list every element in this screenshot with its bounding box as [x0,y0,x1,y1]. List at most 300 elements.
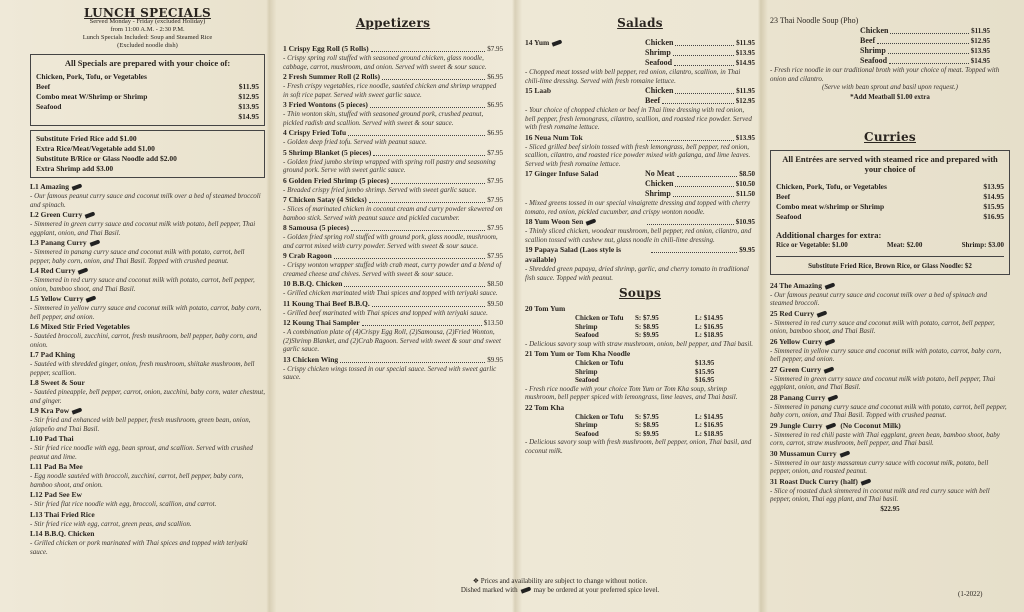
extra-rice: Rice or Vegetable: $1.00 [776,240,848,249]
soup-cell: L: $16.95 [695,421,723,429]
soup-cell: S: $9.95 [635,331,659,339]
soup-cell: S: $9.95 [635,429,659,438]
soup-item [525,304,755,348]
lunch-extra-line: Substitute B/Rice or Glass Noodle add $2.00 [36,154,177,163]
extra-meat: Meat: $2.00 [887,240,923,249]
appetizer-name: 10 B.B.Q. Chicken [283,279,343,288]
soups-title: Soups [618,286,662,300]
appetizer-row [283,279,503,289]
appetizer-price: $6.95 [487,129,503,137]
dot-leader [651,245,737,253]
curry-desc: - Our famous peanut curry sauce and coconut milk over a bed of spinach and steamed broccoli. [770,290,987,307]
salad-desc: - Sliced grilled beef sirloin tossed with fresh lemongrass, bell pepper, red onion, scallion, cilantro, and roasted rice powder mixed with galanga, and lime leaves. Served with fresh romaine lettuce. [525,142,751,168]
salad-top [525,245,755,265]
chili-pepper-icon [72,184,83,191]
curry-price-row [776,192,1004,202]
appetizer-item [283,318,503,354]
soup-row [525,359,755,368]
curry-item [770,281,1010,308]
curry-item [770,449,1010,476]
appetizer-desc: - Crispy spring roll stuffed with seasoned ground chicken, glass noodle, cabbage, carrot, mushroom, and onion. Served with sweet & sour sauce. [283,54,487,71]
appetizer-price: $13.50 [483,319,503,327]
chili-pepper-icon [825,282,836,289]
soup-name: 22 Tom Kha [525,402,565,412]
salad-option-price: $10.95 [735,218,755,226]
soup-row [525,314,755,323]
footer-line2 [390,586,730,595]
pho-name: 23 Thai Noodle Soup (Pho) [770,16,859,25]
lunch-item-desc: - Our famous peanut curry sauce and coconut milk over a bed of steamed broccoli and spinach. [30,192,261,209]
soup-cell: $15.95 [695,367,715,376]
appetizer-row [283,318,503,328]
lunch-item-name: L6 Mixed Stir Fried Vegetables [30,322,130,331]
chili-pepper-icon [520,587,531,594]
soup-cell: S: $8.95 [635,421,659,429]
lunch-protein-name: Combo meat W/Shrimp or Shrimp [36,92,148,101]
appetizer-desc: - Grilled beef marinated with Thai spices and topped with teriyaki sauce. [283,308,488,317]
lunch-choice-box [30,54,265,126]
pho-option-label: Seafood [860,56,888,65]
dot-leader [372,299,485,307]
dot-leader [677,169,738,177]
soup-row [525,430,755,439]
appetizer-price: $9.50 [487,299,503,308]
dot-leader [369,195,485,203]
lunch-item-desc: - Sautéed pineapple, bell pepper, carrot, onion, zucchini, baby corn, water chestnut, and ginger. [30,388,265,405]
curry-item [770,393,1010,420]
salad-top [525,86,755,106]
appetizer-price: $9.95 [487,355,503,364]
appetizer-desc: - Golden deep fried tofu. Served with peanut sauce. [283,138,427,146]
soup-cell: L: $14.95 [695,412,723,421]
salad-item [525,245,755,282]
lunch-hours-line: (Excluded noodle dish) [117,42,178,49]
lunch-item [30,294,265,321]
salad-option-label: Chicken [645,38,674,47]
appetizer-item [283,251,503,278]
curry-item [770,309,1010,336]
price-row [645,86,755,96]
salad-options [645,38,755,68]
price-row [645,189,755,199]
chili-pepper-icon [861,478,872,485]
lunch-item-name: L1 Amazing [30,182,265,192]
salad-options [645,133,755,143]
dot-leader [888,46,969,54]
lunch-item-name: L12 Pad See Ew [30,490,82,499]
soup-cell: Seafood [575,429,599,438]
appetizer-name: 4 Crispy Fried Tofu [283,128,347,137]
appetizer-price: $6.95 [487,101,503,109]
curry-desc: - Slice of roasted duck simmered in coconut milk and red curry sauce with bell pepper, onion, Thai egg plant, and Thai basil. [770,486,990,503]
salad-options [649,245,755,265]
dot-leader [344,279,485,287]
pho-option-price: $11.95 [971,27,990,35]
appetizer-item [283,299,503,318]
lunch-item [30,529,265,556]
lunch-extra-line: Substitute Fried Rice add $1.00 [36,134,137,143]
curries-extra-row [776,240,1004,250]
appetizer-row [283,44,503,54]
lunch-item-name: L9 Kra Pow [30,406,265,416]
price-row [645,58,755,68]
dot-leader [371,44,486,52]
price-row [860,56,990,66]
salad-options [645,217,755,227]
salad-item [525,169,755,216]
salad-item [525,38,755,85]
soup-cell: Seafood [575,331,599,339]
chili-pepper-icon [86,296,97,303]
soup-item [525,403,755,456]
curry-price-value: $15.95 [983,201,1004,211]
appetizer-name: 1 Crispy Egg Roll (5 Rolls) [283,44,369,53]
appetizer-desc: - Crispy wonton wrapper stuffed with crab meat, curry powder and a blend of creamed cheese and chives. Served with sweet & sour sauce. [283,261,502,278]
lunch-protein-name: Chicken, Pork, Tofu, or Vegetables [36,72,147,81]
soup-cell: Shrimp [575,421,598,429]
soup-cell: Shrimp [575,322,598,331]
salad-option-price: $12.95 [735,97,755,105]
dot-leader [889,56,969,64]
lunch-item-desc: - Simmered in green curry sauce and coconut milk with potato, bell pepper, Thai eggplant, onion, and Thai Basil. [30,220,256,237]
pho-option-price: $13.95 [970,47,990,55]
dot-leader [662,96,734,104]
lunch-extra-line: Extra Shrimp add $3.00 [36,164,114,173]
appetizer-price: $6.95 [487,73,503,81]
soup-cell: $13.95 [695,359,715,367]
chili-pepper-icon [839,450,850,457]
salad-name: 14 Yum [525,38,565,68]
lunch-item-desc: - Stir fried rice noodle with egg, bean sprout, and scallion. Served with crushed peanut and lime. [30,444,253,461]
chili-pepper-icon [825,422,836,429]
curry-price-name: Beef [776,191,791,201]
soup-cell [635,376,695,385]
footer [390,577,730,595]
salad-items [525,38,755,282]
appetizer-price: $7.95 [487,196,503,204]
dot-leader [647,217,734,225]
pho-curries-panel [770,0,1010,612]
salads-title: Salads [617,16,663,30]
lunch-protein-price: $14.95 [238,112,259,121]
appetizer-desc: - A combination plate of (4)Crispy Egg Roll, (2)Samousa, (2)Fried Wonton, (2)Shrimp Blanket, and (2)Crab Ragoon. Served with sweet & sour and sweet garlic sauce. [283,328,501,353]
salad-name: 19 Papaya Salad (Laos style is available) [525,245,622,264]
appetizer-item [283,148,503,175]
salad-option-label: Shrimp [645,189,671,198]
soup-name: 21 Tom Yum or Tom Kha Noodle [525,349,631,358]
appetizer-items [283,44,503,382]
curry-price-value: $16.95 [983,211,1004,221]
pho-option-price: $14.95 [970,57,990,65]
pho-option-label: Beef [860,36,876,45]
menu-code: (1-2022) [958,590,983,598]
appetizer-desc: - Crispy chicken wings tossed in our special sauce. Served with sweet garlic sauce. [283,364,497,381]
dot-leader [674,58,734,66]
curry-name: 27 Green Curry [770,365,1010,375]
soup-row [525,421,755,430]
lunch-item-desc: - Sautéed broccoli, zucchini, carrot, fresh mushroom, bell pepper, baby corn, and onion. [30,332,258,349]
lunch-item-name: L8 Sweet & Sour [30,378,85,387]
soup-row [525,331,755,340]
lunch-item-name: L11 Pad Ba Mee [30,462,83,471]
appetizers-title: Appetizers [355,16,431,30]
appetizer-name: 8 Samousa (5 pieces) [283,223,350,232]
salad-option-price: $11.95 [736,39,755,47]
lunch-item-desc: - Simmered in red curry sauce and coconut milk with potato, carrot, bell pepper, onion, bamboo shoot, and Thai Basil. [30,276,255,293]
salad-option-price: $13.95 [735,49,755,57]
chili-pepper-icon [85,212,96,219]
lunch-item [30,406,265,433]
lunch-item-desc: - Stir fried and enhanced with bell pepper, fresh mushroom, green bean, onion, jalapeño and Thai Basil. [30,416,251,433]
salad-options [645,169,755,199]
appetizer-desc: - Golden fried jumbo shrimp wrapped with spring roll pastry and seasoning ground pork. Serve with sweet garlic sauce. [283,157,496,174]
lunch-hours [30,18,265,50]
appetizer-name: 6 Golden Fried Shrimp (5 pieces) [283,175,390,185]
lunch-item [30,322,265,349]
footer-dished: Dished marked with [460,586,518,594]
appetizer-name: 12 Koung Thai Sampler [283,318,360,327]
dot-leader [675,179,733,187]
lunch-item-name: L14 B.B.Q. Chicken [30,529,95,538]
salad-top [525,133,755,143]
appetizer-price: $7.95 [487,176,503,185]
salad-option-label: Chicken [645,179,674,188]
lunch-extra-line: Extra Rice/Meat/Vegetable add $1.00 [36,144,155,153]
curry-price-name: Chicken, Pork, Tofu, or Vegetables [776,181,887,191]
lunch-item-desc: - Simmered in yellow curry sauce and coconut milk with potato, carrot, baby corn, bell pepper, and onion. [30,304,262,321]
pho-desc: - Fresh rice noodle in our traditional broth with your choice of meat. Topped with onion and cilantro. [770,66,1000,83]
chili-pepper-icon [817,310,828,317]
soup-desc: - Delicious savory soup with fresh mushroom, bell pepper, onion, Thai basil, and coconut milk. [525,438,752,455]
appetizer-item [283,355,503,382]
soup-cell: Chicken or Tofu [575,314,624,322]
appetizer-item [283,195,503,222]
dot-leader [373,148,485,156]
appetizer-row [283,299,503,309]
curry-name: 26 Yellow Curry [770,337,1010,347]
curry-desc: - Simmered in our tasty massamun curry sauce with coconut milk, potato, bell pepper, onion, and roasted peanut. [770,458,989,475]
appetizer-name: 7 Chicken Satay (4 Sticks) [283,195,367,204]
lunch-item-desc: - Simmered in panang curry sauce and coconut milk with potato, carrot, bell pepper, baby corn, onion, and Thai Basil. Topped with crushed peanut. [30,248,245,265]
salad-top [525,217,755,227]
appetizer-row [283,100,503,110]
appetizer-item [283,279,503,298]
curry-desc: - Simmered in yellow curry sauce and coconut milk with potato, carrot, baby corn, bell pepper, and onion. [770,346,1002,363]
appetizer-price: $7.95 [487,252,503,260]
lunch-item [30,510,265,529]
curry-item [770,421,1010,448]
appetizer-name: 2 Fresh Summer Roll (2 Rolls) [283,72,381,81]
salad-option-price: $11.95 [736,87,755,95]
curry-price-name: Seafood [776,211,802,221]
soup-cell: L: $16.95 [695,322,723,331]
soup-cell: Shrimp [575,367,598,376]
appetizer-row [283,355,503,365]
soup-desc: - Fresh rice noodle with your choice Tom Yum or Tom Kha soup, shrimp mushroom, bell pepper spiced with lemongrass, lime leaves, and Thai basil. [525,384,738,401]
lunch-protein-price: $11.95 [238,82,259,91]
appetizer-name: 5 Shrimp Blanket (5 pieces) [283,147,372,157]
lunch-protein-row [36,72,259,82]
lunch-item-name: L4 Red Curry [30,266,265,276]
curry-name: 24 The Amazing [770,281,1010,291]
soup-cell: Seafood [575,376,599,384]
salad-name: 15 Laab [525,86,552,95]
appetizer-row [283,195,503,205]
dot-leader [673,189,734,197]
salad-option-price: $11.50 [736,190,755,198]
dot-leader [675,86,734,94]
dot-leader [673,48,734,56]
lunch-item [30,490,265,509]
lunch-protein-price: $12.95 [238,92,259,101]
soup-row [525,376,755,385]
price-row [649,245,755,255]
appetizer-price: $7.95 [487,224,503,232]
lunch-protein-row [36,102,259,112]
lunch-items [30,182,265,556]
curries-note: All Entrées are served with steamed rice and prepared with your choice of [782,153,998,174]
appetizer-item [283,223,503,250]
curry-name: 25 Red Curry [770,309,1010,319]
soup-row [525,413,755,422]
appetizer-name: 3 Fried Wontons (5 pieces) [283,100,368,109]
appetizer-price: $7.95 [487,148,503,157]
soup-row [525,368,755,377]
appetizer-row [283,148,503,158]
soup-cell: L: $18.95 [695,331,723,339]
lunch-item-name: L5 Yellow Curry [30,294,265,304]
dot-leader [370,100,485,108]
lunch-item-name: L3 Panang Curry [30,238,265,248]
salad-option-price: $10.50 [735,180,755,188]
pho-option-label: Chicken [860,26,889,35]
curry-price-value: $13.95 [983,181,1004,191]
appetizer-price: $8.50 [487,280,503,288]
chili-pepper-icon [586,219,597,226]
price-row [645,179,755,189]
appetizer-desc: - Fresh crispy vegetables, rice noodle, sautéed chicken and shrimp wrapped in soft rice paper. Served with sweet garlic sauce. [283,82,497,99]
soup-row [525,323,755,332]
appetizer-desc: - Breaded crispy fried jumbo shrimp. Served with sweet garlic sauce. [283,185,477,194]
appetizer-row [283,223,503,233]
lunch-item [30,378,265,405]
soup-cell: Chicken or Tofu [575,359,624,367]
dot-leader [362,318,482,326]
appetizer-name: 13 Chicken Wing [283,354,339,364]
salad-option-label: Beef [645,96,661,105]
salad-option-label: No Meat [645,169,675,178]
curry-tag: (No Coconut Milk) [838,420,901,430]
chili-pepper-icon [89,240,100,247]
price-row [645,133,755,143]
curries-extra-title: Additional charges for extra: [776,229,882,240]
appetizer-row [283,72,503,82]
lunch-item [30,238,265,265]
curry-desc: - Simmered in red chili paste with Thai eggplant, green bean, bamboo shoot, baby corn, carrot, straw mushroom, bell pepper, and Thai basil. [770,430,1000,447]
curry-items [770,281,1010,514]
curry-desc: - Simmered in green curry sauce and coconut milk with potato, bell pepper, Thai eggplant, onion, and Thai Basil. [770,374,996,391]
curries-subst: Substitute Fried Rice, Brown Rice, or Glass Noodle: $2 [776,256,1004,271]
price-row [645,169,755,179]
chili-pepper-icon [824,366,835,373]
lunch-protein-row [36,92,259,102]
lunch-item-desc: - Grilled chicken or pork marinated with Thai spices and topped with teriyaki sauce. [30,539,248,556]
curry-name: 30 Mussamun Curry [770,449,1010,459]
appetizer-row [283,251,503,261]
appetizer-item [283,44,503,71]
salad-option-price: $9.95 [739,246,755,254]
curries-box [770,150,1010,275]
dot-leader [675,38,734,46]
pho-options [860,26,990,66]
lunch-item [30,434,265,461]
curry-prices [776,182,1004,222]
lunch-item-name: L7 Pad Khing [30,350,76,359]
footer-spice: may be ordered at your preferred spice level. [533,586,660,594]
salad-item [525,133,755,169]
curry-name: 31 Roast Duck Curry (half) [770,477,1010,487]
chili-pepper-icon [828,394,839,401]
lunch-hours-line: from 11:00 A.M. - 2:30 P.M. [110,26,185,33]
curry-name: 29 Jungle Curry (No Coconut Milk) [770,420,901,430]
price-row [645,96,755,106]
soup-items [525,304,755,455]
salad-option-price: $8.50 [739,170,755,178]
lunch-item-desc: - Stir fried flat rice noodle with egg, broccoli, scallion, and carrot. [30,500,217,508]
appetizer-desc: - Thin wonton skin, stuffed with seasoned ground pork, crushed peanut, pickled radish and scallion. Served with sweet & sour sauce. [283,110,484,127]
appetizer-desc: - Golden fried spring roll stuffed with ground pork, glass noodle, mushroom, and carrot mixed with curry powder. Served with sweet & sour sauce. [283,233,498,250]
salad-option-price: $14.95 [735,59,755,67]
dot-leader [890,26,969,34]
salad-desc: - Thinly sliced chicken, woodear mushroom, bell pepper, red onion, cilantro, and scallion tossed with cashew nut, glass noodle in chili-lime dressing. [525,227,752,244]
salad-options [645,86,755,106]
price-row [645,38,755,48]
curry-price: $22.95 [880,504,900,513]
lunch-item [30,210,265,237]
salad-desc: - Chopped meat tossed with bell pepper, red onion, cilantro, scallion, in Thai chili-lime dressing. Served with fresh romaine lettuce. [525,68,741,85]
curry-price-row [776,212,1004,222]
extra-shrimp: Shrimp: $3.00 [961,240,1004,249]
dot-leader [348,128,485,136]
soup-cell: S: $7.95 [635,314,659,322]
lunch-extras [30,130,265,178]
lunch-protein-name: Seafood [36,102,62,111]
curry-name: 28 Panang Curry [770,393,1010,403]
salad-option-price: $13.95 [735,133,755,142]
salad-item [525,86,755,132]
appetizer-name: 11 Koung Thai Beef B.B.Q. [283,298,370,308]
lunch-item-name: L10 Pad Thai [30,434,74,443]
salad-option-label: Shrimp [645,48,671,57]
pho-option-price: $12.95 [970,37,990,45]
curry-item [770,477,1010,514]
lunch-hours-line: Served Monday - Friday (excluded Holiday) [89,18,206,25]
pho-option-label: Shrimp [860,46,886,55]
soup-cell: Chicken or Tofu [575,412,624,421]
salad-option-label: Chicken [645,86,674,95]
price-row [860,36,990,46]
salad-name: 17 Ginger Infuse Salad [525,169,599,178]
lunch-specials-panel [30,0,265,612]
price-row [860,26,990,36]
curry-desc: - Simmered in red curry sauce and coconut milk with potato, carrot, bell pepper, onion, bamboo shoot, and Thai Basil. [770,318,995,335]
soup-cell: L: $14.95 [695,314,723,322]
appetizer-item [283,128,503,147]
salad-desc: - Shredded green papaya, dried shrimp, garlic, and cherry tomato in traditional fish sauce. Topped with peanut. [525,265,749,282]
dot-leader [391,176,485,184]
soup-cell: $16.95 [695,376,715,384]
dot-leader [647,133,734,141]
